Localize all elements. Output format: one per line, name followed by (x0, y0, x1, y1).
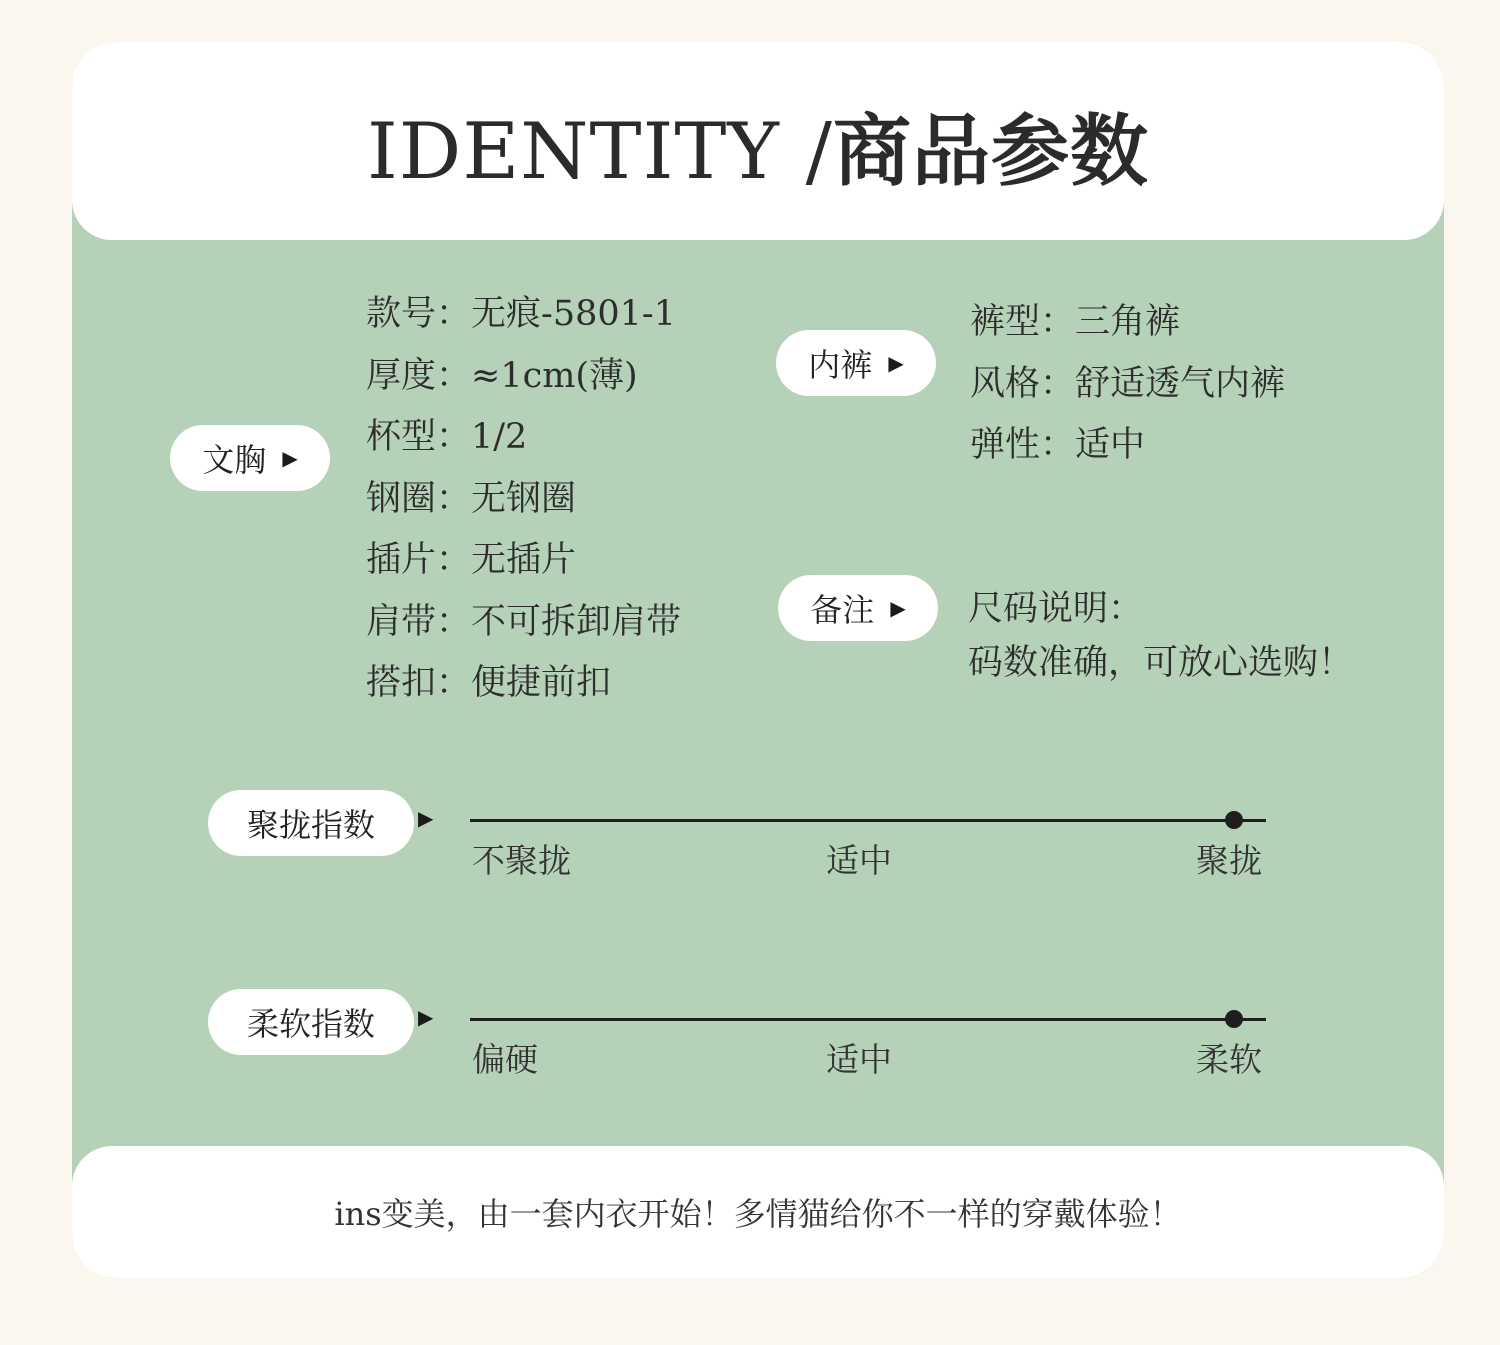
pushup-index-tag (208, 790, 414, 856)
scale-right-label: 聚拢 (1196, 841, 1262, 880)
softness-index-label: 柔软指数 (246, 1005, 375, 1043)
footer-slogan: ins变美，由一套内衣开始！多情猫给你不一样的穿戴体验！ (334, 1195, 1182, 1233)
bra-spec-thickness: 厚度：≈1cm(薄) (366, 355, 638, 396)
panty-spec-style: 风格：舒适透气内裤 (970, 363, 1286, 404)
play-arrow-icon: ▶ (418, 806, 434, 830)
pushup-scale (470, 819, 1266, 879)
footer-banner (72, 1146, 1444, 1278)
play-arrow-icon: ▶ (888, 351, 904, 375)
pushup-index-label: 聚拢指数 (246, 806, 375, 844)
size-note-heading: 尺码说明： (968, 589, 1144, 629)
scale-middle-label: 适中 (826, 841, 892, 880)
softness-scale (470, 1018, 1266, 1078)
play-arrow-icon: ▶ (418, 1005, 434, 1029)
page-title (367, 89, 1149, 201)
scale-right-label: 柔软 (1196, 1040, 1262, 1079)
scale-marker (1225, 811, 1243, 829)
panty-tag (776, 330, 936, 396)
scale-track (470, 1018, 1266, 1021)
bra-spec-model: 款号：无痕-5801-1 (366, 294, 676, 334)
softness-index-tag (208, 989, 414, 1055)
scale-middle-label: 适中 (826, 1040, 892, 1079)
note-text (968, 582, 1353, 690)
panty-spec-type: 裤型：三角裤 (970, 302, 1181, 342)
size-note-body: 码数准确，可放心选购！ (968, 643, 1354, 683)
scale-track (470, 819, 1266, 822)
scale-left-label: 不聚拢 (472, 841, 571, 880)
panty-tag-label: 内裤 (808, 346, 873, 384)
note-tag-label: 备注 (810, 591, 875, 629)
scale-marker (1225, 1010, 1243, 1028)
bra-spec-cup: 杯型：1/2 (366, 417, 528, 457)
note-tag (778, 575, 938, 641)
panty-spec-elastic: 弹性：适中 (970, 425, 1146, 465)
bra-spec-wire: 钢圈：无钢圈 (366, 478, 577, 519)
bra-spec-strap: 肩带：不可拆卸肩带 (366, 601, 682, 642)
product-params-card (72, 42, 1444, 1278)
header-banner (72, 42, 1444, 240)
play-arrow-icon: ▶ (282, 446, 298, 470)
title-english: IDENTITY / (367, 107, 833, 197)
title-chinese: 商品参数 (832, 107, 1149, 197)
bra-spec-clasp: 搭扣：便捷前扣 (366, 663, 612, 703)
bra-tag-label: 文胸 (202, 441, 267, 479)
bra-spec-insert: 插片：无插片 (366, 540, 577, 580)
play-arrow-icon: ▶ (890, 596, 906, 620)
scale-left-label: 偏硬 (472, 1040, 538, 1079)
panty-spec-list (970, 292, 1285, 477)
bra-spec-list (366, 284, 681, 715)
bra-tag (170, 425, 330, 491)
